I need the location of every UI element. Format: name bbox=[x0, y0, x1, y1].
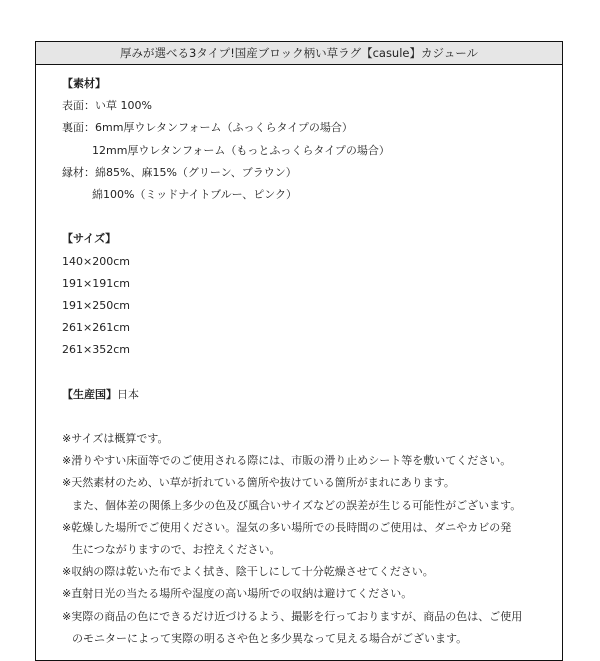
material-edging: 縁材：綿85%、麻15%（グリーン、ブラウン） bbox=[62, 165, 297, 179]
product-title-header: 厚みが選べる3タイプ!国産ブロック柄い草ラグ【casule】カジュール bbox=[36, 42, 562, 65]
note-item: ※収納の際は乾いた布でよく拭き、陰干しにして十分乾燥させてください。 bbox=[62, 565, 434, 579]
note-continuation: 生につながりますので、お控えください。 bbox=[72, 542, 281, 556]
spec-body bbox=[36, 65, 562, 650]
origin-heading: 【生産国】 bbox=[62, 387, 117, 401]
size-item: 191×250cm bbox=[62, 298, 130, 312]
section-spacer bbox=[62, 361, 562, 383]
section-spacer bbox=[62, 406, 562, 428]
size-item: 261×352cm bbox=[62, 343, 130, 357]
note-item: ※直射日光の当たる場所や湿度の高い場所での収納は避けてください。 bbox=[62, 587, 413, 601]
note-item: ※天然素材のため、い草が折れている箇所や抜けている箇所がまれにあります。 bbox=[62, 476, 455, 490]
product-spec-table bbox=[35, 41, 563, 661]
sizes-heading: 【サイズ】 bbox=[62, 232, 117, 246]
material-surface: 表面：い草 100% bbox=[62, 99, 152, 113]
origin-value: 日本 bbox=[117, 387, 139, 401]
material-backing: 裏面：6mm厚ウレタンフォーム（ふっくらタイプの場合） bbox=[62, 121, 353, 135]
note-continuation: また、個体差の関係上多少の色及び風合いサイズなどの誤差が生じる可能性がございます。 bbox=[72, 498, 522, 512]
note-item: ※滑りやすい床面等でのご使用される際には、市販の滑り止めシート等を敷いてください。 bbox=[62, 454, 512, 468]
size-item: 191×191cm bbox=[62, 276, 130, 290]
size-item: 261×261cm bbox=[62, 321, 130, 335]
section-spacer bbox=[62, 206, 562, 228]
note-item: ※サイズは概算です。 bbox=[62, 432, 169, 445]
materials-heading: 【素材】 bbox=[62, 77, 106, 90]
note-item: ※乾燥した場所でご使用ください。湿気の多い場所での長時間のご使用は、ダニやカビの発 bbox=[62, 520, 512, 534]
size-item: 140×200cm bbox=[62, 254, 130, 268]
material-backing-alt: 12mm厚ウレタンフォーム（もっとふっくらタイプの場合） bbox=[92, 143, 390, 157]
material-edging-alt: 綿100%（ミッドナイトブルー、ピンク） bbox=[92, 187, 298, 201]
origin-row bbox=[62, 384, 562, 406]
note-item: ※実際の商品の色にできるだけ近づけるよう、撮影を行っておりますが、商品の色は、ご使用 bbox=[62, 609, 523, 623]
note-continuation: のモニターによって実際の明るさや色と多少異なって見える場合がございます。 bbox=[72, 631, 468, 645]
